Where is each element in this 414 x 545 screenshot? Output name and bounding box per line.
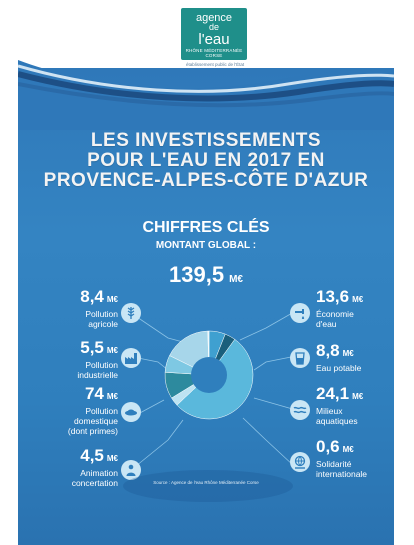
stat-solidarite-internationale <box>316 438 394 479</box>
stat-value: 13,6 <box>316 287 350 306</box>
water-drop-tap-icon <box>290 303 310 323</box>
factory-icon <box>121 348 141 368</box>
globe-hand-icon <box>290 452 310 472</box>
wheat-icon <box>121 303 141 323</box>
stat-label-line1: Pollution <box>85 406 118 416</box>
stat-eau-potable <box>316 342 394 373</box>
source-note: Source : Agence de l'eau Rhône Méditerranée Corse <box>153 480 259 485</box>
title-line-2: POUR L'EAU EN 2017 EN <box>87 150 325 171</box>
stat-label-line2: internationale <box>316 469 368 479</box>
stat-label-line2: aquatiques <box>316 416 358 426</box>
stat-label-line1: Solidarité <box>316 459 352 469</box>
water-glass-icon <box>290 348 310 368</box>
stat-unit: M€ <box>106 346 118 355</box>
stat-value: 8,4 <box>80 287 104 306</box>
stat-label-line3: (dont primes) <box>67 426 118 436</box>
donut-chart <box>164 330 254 420</box>
stat-label-line1: Pollution <box>85 360 118 370</box>
stat-label-line1: Animation <box>80 468 118 478</box>
stat-value: 74 <box>84 384 104 403</box>
stat-milieux-aquatiques <box>316 385 394 426</box>
stat-pollution-agricole <box>34 288 118 329</box>
stat-economie-eau <box>316 288 394 329</box>
stat-value: 4,5 <box>80 446 104 465</box>
stat-pollution-domestique <box>34 385 118 436</box>
stat-unit: M€ <box>106 454 118 463</box>
stat-unit: M€ <box>342 445 354 454</box>
soap-dish-icon <box>121 402 141 422</box>
title-line-3: PROVENCE-ALPES-CÔTE D'AZUR <box>43 170 369 191</box>
source-oval <box>123 470 293 502</box>
stat-label-line2: domestique <box>74 416 118 426</box>
stat-value: 5,5 <box>80 338 104 357</box>
stat-value: 0,6 <box>316 437 340 456</box>
total-label: MONTANT GLOBAL : <box>155 240 257 251</box>
logo-line-1: agence <box>195 12 233 24</box>
title-line-1: LES INVESTISSEMENTS <box>90 130 322 151</box>
stat-label-line1: Économie <box>316 309 354 319</box>
stat-label-line1: Pollution <box>85 309 118 319</box>
total-unit: M€ <box>229 274 243 285</box>
stat-unit: M€ <box>106 392 118 401</box>
stat-label-line1: Eau potable <box>316 363 362 373</box>
stat-label-line1: Milieux <box>316 406 343 416</box>
infographic-sheet <box>18 0 394 545</box>
stat-value: 8,8 <box>316 341 340 360</box>
fish-waves-icon <box>290 400 310 420</box>
total-value: 139,5 <box>169 262 225 287</box>
donut-hole <box>191 357 227 393</box>
key-figures-heading: CHIFFRES CLÉS <box>142 219 270 236</box>
logo-line-4: RHÔNE MÉDITERRANÉE CORSE <box>185 48 243 58</box>
logo-line-2: de <box>208 22 219 32</box>
logo-line-3: l'eau <box>198 31 230 48</box>
stat-unit: M€ <box>106 295 118 304</box>
stat-unit: M€ <box>342 349 354 358</box>
stat-unit: M€ <box>352 392 364 401</box>
stat-pollution-industrielle <box>34 339 118 380</box>
stat-value: 24,1 <box>316 384 350 403</box>
stat-label-line2: industrielle <box>77 370 118 380</box>
stat-unit: M€ <box>352 295 364 304</box>
logo-subtitle: établissement public de l'État <box>186 62 245 67</box>
stat-label-line2: d'eau <box>316 319 337 329</box>
stat-label-line2: concertation <box>71 478 118 488</box>
stat-label-line2: agricole <box>88 319 118 329</box>
